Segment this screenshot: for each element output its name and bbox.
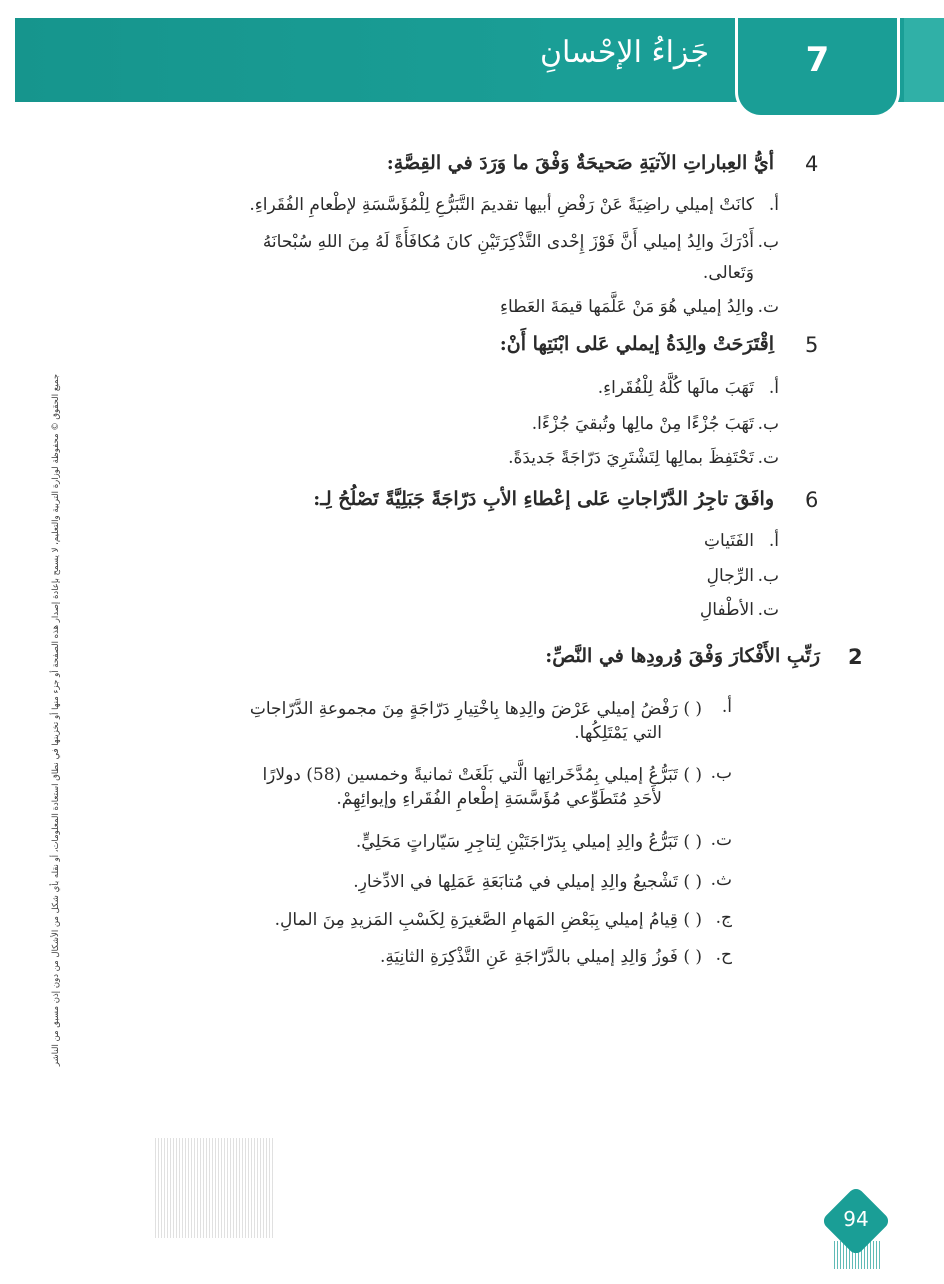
q6-option-a-text: الفَتَياتِ: [704, 531, 754, 551]
question-6-number: 6: [805, 488, 819, 512]
q5-option-a-letter: أ.: [768, 378, 779, 398]
ordering-item-b-line-1: ( ) تَبَرُّعُ إميلي بِمُدَّخَراتِها الَّتي بَلَغَتْ ثمانيةً وخمسين (58) دولارًا: [262, 765, 702, 785]
ordering-item-b-letter: ب.: [710, 763, 732, 783]
q5-option-b-letter: ب.: [757, 414, 779, 434]
chapter-number: 7: [805, 40, 830, 80]
ordering-item-th[interactable]: [142, 870, 702, 894]
q4-option-a-text: كانَتْ إميلي راضِيَةً عَنْ رَفْضِ أبيها تقديمَ التَّبَرُّعِ لِلْمُؤَسَّسَةِ لإطْعامِ الفُقَراءِ.: [249, 195, 754, 215]
ordering-item-j-letter: ج.: [715, 908, 732, 928]
chapter-number-tab: [735, 18, 900, 118]
ordering-item-h-letter: ح.: [715, 945, 732, 965]
q6-option-a-letter: أ.: [768, 531, 779, 551]
q5-option-t-letter: ت.: [757, 448, 779, 468]
chapter-title: جَزاءُ الإحْسانِ: [540, 35, 709, 70]
copyright-text: جميع الحقوق © محفوظة لوزارة التربية والتعليم، لا يسمح بإعادة إصدار هذه الصفحة أو جزء منها أو تخزينها في نطاق استعادة المعلومات، أو نقله بأي شكل من الأشكال من دون إذن مسبق من الناشر: [51, 373, 61, 1067]
ordering-item-b-line-2: لأَحَدِ مُتَطَوِّعي مُؤَسَّسَةِ إطْعامِ الفُقَراءِ وإيوائِهِمْ.: [336, 789, 662, 809]
ordering-item-h-line-1: ( ) فَوزُ وَالِدِ إميلي بالدَّرّاجَةِ عَنِ التَّذْكِرَةِ الثانِيَةِ.: [380, 947, 702, 967]
decorative-pattern: [155, 1138, 273, 1238]
q5-option-t-text: تَحْتَفِظَ بمالِها لِتَشْتَرِيَ دَرّاجَةً جَديدَةً.: [508, 448, 754, 468]
q5-option-a-text: تَهَبَ مالَها كُلَّهُ لِلْفُقَراءِ.: [597, 378, 754, 398]
ordering-item-t[interactable]: [142, 830, 702, 854]
question-4-text: أيُّ العِباراتِ الآتيَةِ صَحيحَةٌ وَفْقَ ما وَرَدَ في القِصَّةِ:: [386, 152, 774, 174]
question-5-text: اِقْتَرَحَتْ والِدَةُ إيملي عَلى ابْنَتِها أَنْ:: [499, 333, 774, 355]
ordering-item-t-letter: ت.: [710, 830, 732, 850]
ordering-item-j[interactable]: [142, 908, 702, 932]
ordering-item-th-line-1: ( ) تَشْجيعُ والِدِ إميلي في مُتابَعَةِ عَمَلِها في الادِّخارِ.: [353, 872, 702, 892]
q4-option-b-line-2: وَتَعالى.: [702, 263, 754, 283]
q6-option-t-letter: ت.: [757, 600, 779, 620]
ordering-instruction: رَتِّبِ الأَفْكارَ وَفْقَ وُرودِها في النَّصِّ:: [545, 645, 820, 667]
q5-option-b-text: تَهَبَ جُزْءًا مِنْ مالِها وتُبقيَ جُزْءًا.: [531, 414, 754, 434]
q4-option-t-letter: ت.: [757, 297, 779, 317]
ordering-item-th-letter: ث.: [710, 870, 732, 890]
ordering-item-b[interactable]: [142, 763, 702, 811]
header-gradient: [15, 18, 575, 102]
question-5-number: 5: [805, 333, 819, 357]
ordering-item-a-letter: أ.: [721, 697, 732, 717]
ordering-number: 2: [848, 645, 863, 669]
ordering-item-h[interactable]: [142, 945, 702, 969]
page-number-badge: [820, 1185, 892, 1257]
ordering-item-j-line-1: ( ) قِيامُ إميلي بِبَعْضِ المَهامِ الصَّغيرَةِ لِكَسْبِ المَزيدِ مِنَ المالِ.: [274, 910, 702, 930]
ordering-item-a-line-2: التي يَمْتَلِكُها.: [574, 723, 662, 743]
page-number: 94: [843, 1207, 869, 1231]
ordering-item-t-line-1: ( ) تَبَرُّعُ والِدِ إميلي بِدَرّاجَتَيْنِ لِتاجِرِ سَيّاراتٍ مَحَلِيٍّ.: [355, 832, 702, 852]
q4-option-b-line-1: أَدْرَكَ والِدُ إميلي أَنَّ فَوْزَ إِحْدى التَّذْكِرَتَيْنِ كانَ مُكافَأَةً لَهُ مِنَ اللهِ سُبْحانَهُ: [262, 232, 754, 252]
q6-option-t-text: الأطْفالِ: [699, 600, 754, 620]
question-4-number: 4: [805, 152, 819, 176]
ordering-item-a-line-1: ( ) رَفْضُ إميلي عَرْضَ والِدِها بِاخْتِيارِ دَرّاجَةٍ مِنَ مجموعةِ الدَّرّاجاتِ: [249, 699, 702, 719]
copyright-side-note: [46, 310, 66, 1130]
header-edge-shade: [904, 18, 944, 102]
q6-option-b-text: الرِّجالِ: [706, 566, 754, 586]
ordering-item-a[interactable]: [142, 697, 702, 745]
q4-option-b-letter: ب.: [757, 232, 779, 252]
q4-option-a-letter: أ.: [768, 195, 779, 215]
q6-option-b-letter: ب.: [757, 566, 779, 586]
q4-option-t-text: والِدُ إميلي هُوَ مَنْ عَلَّمَها قيمَةَ العَطاءِ: [499, 297, 754, 317]
question-6-text: وافَقَ تاجِرُ الدَّرّاجاتِ عَلى إعْطاءِ الأبِ دَرّاجَةً جَبَلِيَّةً تَصْلُحُ لِـ:: [313, 488, 774, 510]
